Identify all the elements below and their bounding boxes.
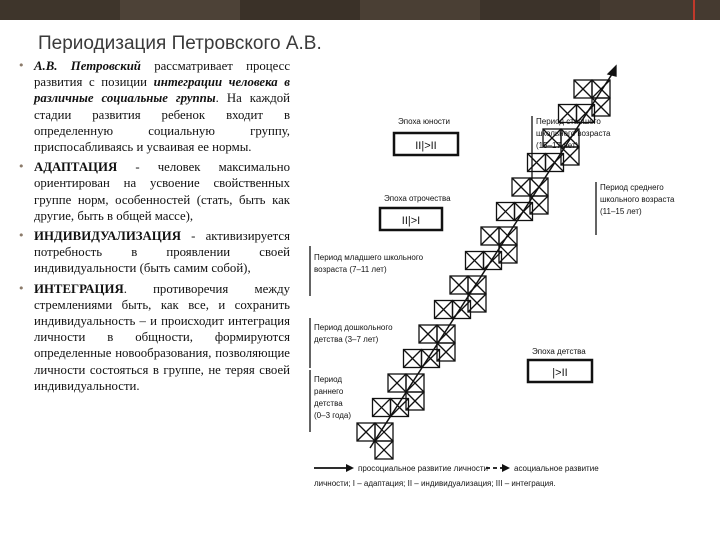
bullet-dot-icon: • <box>18 229 25 243</box>
epoch-youth <box>394 117 458 155</box>
epoch-adolescence <box>380 194 451 230</box>
period-label-line: Период старшего <box>536 117 601 126</box>
period-label-line: Период <box>314 375 343 384</box>
period-label-line: Период среднего <box>600 183 664 192</box>
bullet-emphasis: интеграции человека в различные социальные группы <box>34 75 290 106</box>
period-label-line: (15–17 лет) <box>536 141 579 150</box>
period-label-line: (0–3 года) <box>314 411 352 420</box>
periodization-diagram <box>300 60 675 500</box>
prosocial-arrow-icon <box>346 464 354 472</box>
development-arrow-icon <box>608 66 616 76</box>
bullet-item-individualization <box>18 228 290 277</box>
period-junior-school <box>310 246 424 296</box>
bullet-text: . На каждой стадии развития ребенок входит в определенную социальную группу, приспосабливаясь и усваивая ее нормы. <box>34 91 291 155</box>
period-label-line: школьного возраста <box>600 195 675 204</box>
period-label-line: Период младшего школьного <box>314 253 424 262</box>
epoch-childhood <box>528 347 592 382</box>
asocial-arrow-icon <box>502 464 510 472</box>
bullet-heading: ИНТЕГРАЦИЯ <box>34 281 124 296</box>
bullet-item-adaptation <box>18 159 290 224</box>
period-label-line: Период дошкольного <box>314 323 393 332</box>
bullet-item-petrovsky <box>18 58 290 155</box>
legend <box>314 464 599 488</box>
period-label-line: раннего <box>314 387 344 396</box>
bullet-text: - активизируется потребность в проявлении своей индивидуальности (быть самим собой), <box>34 229 290 276</box>
period-middle-school <box>596 182 675 235</box>
period-label-line: возраста (7–11 лет) <box>314 265 387 274</box>
epoch-symbol: |>II <box>552 367 568 379</box>
bullet-list <box>18 58 290 398</box>
accent-mark <box>693 0 695 20</box>
legend-asocial-label: асоциальное развитие <box>514 464 599 473</box>
period-label-line: школьного возраста <box>536 129 611 138</box>
bullet-heading: ИНДИВИДУАЛИЗАЦИЯ <box>34 229 181 244</box>
epoch-symbol: II|>I <box>401 215 421 227</box>
bullet-text: рассматривает процесс развития с позиции <box>34 59 290 90</box>
bullet-text: . противоречия между стремлениями быть, как все, и сохранить индивидуальность – и происходит интеграция личности в общности, формируются определенные новообразования, позволяющие личности состояться в группе, не теряя своей индивидуальности. <box>34 281 290 393</box>
bullet-dot-icon: • <box>18 160 25 174</box>
epoch-label: Эпоха детства <box>532 347 586 356</box>
author-name: А.В. Петровский <box>34 59 141 73</box>
legend-prosocial-label: просоциальное развитие личности <box>358 464 488 473</box>
period-preschool <box>310 318 393 368</box>
epoch-label: Эпоха юности <box>398 117 451 126</box>
bullet-text: - человек максимально ориентирован на усвоение свойственных группе норм, особенностей (стать, быть как другие, быть в общей массе), <box>34 160 290 223</box>
top-decorative-bar <box>0 0 720 20</box>
epoch-label: Эпоха отрочества <box>384 194 451 203</box>
epoch-symbol: II|>II <box>415 140 437 152</box>
bullet-item-integration <box>18 281 290 394</box>
bullet-dot-icon: • <box>18 59 25 72</box>
period-label-line: детства <box>314 399 343 408</box>
bullet-heading: АДАПТАЦИЯ <box>34 160 118 175</box>
legend-definitions: личности; I – адаптация; II – индивидуализация; III – интеграция. <box>314 479 556 488</box>
slide-title: Периодизация Петровского А.В. <box>38 33 322 54</box>
bullet-dot-icon: • <box>18 281 25 295</box>
period-label-line: (11–15 лет) <box>600 207 642 216</box>
period-early-childhood <box>310 370 351 432</box>
period-label-line: детства (3–7 лет) <box>314 335 379 344</box>
